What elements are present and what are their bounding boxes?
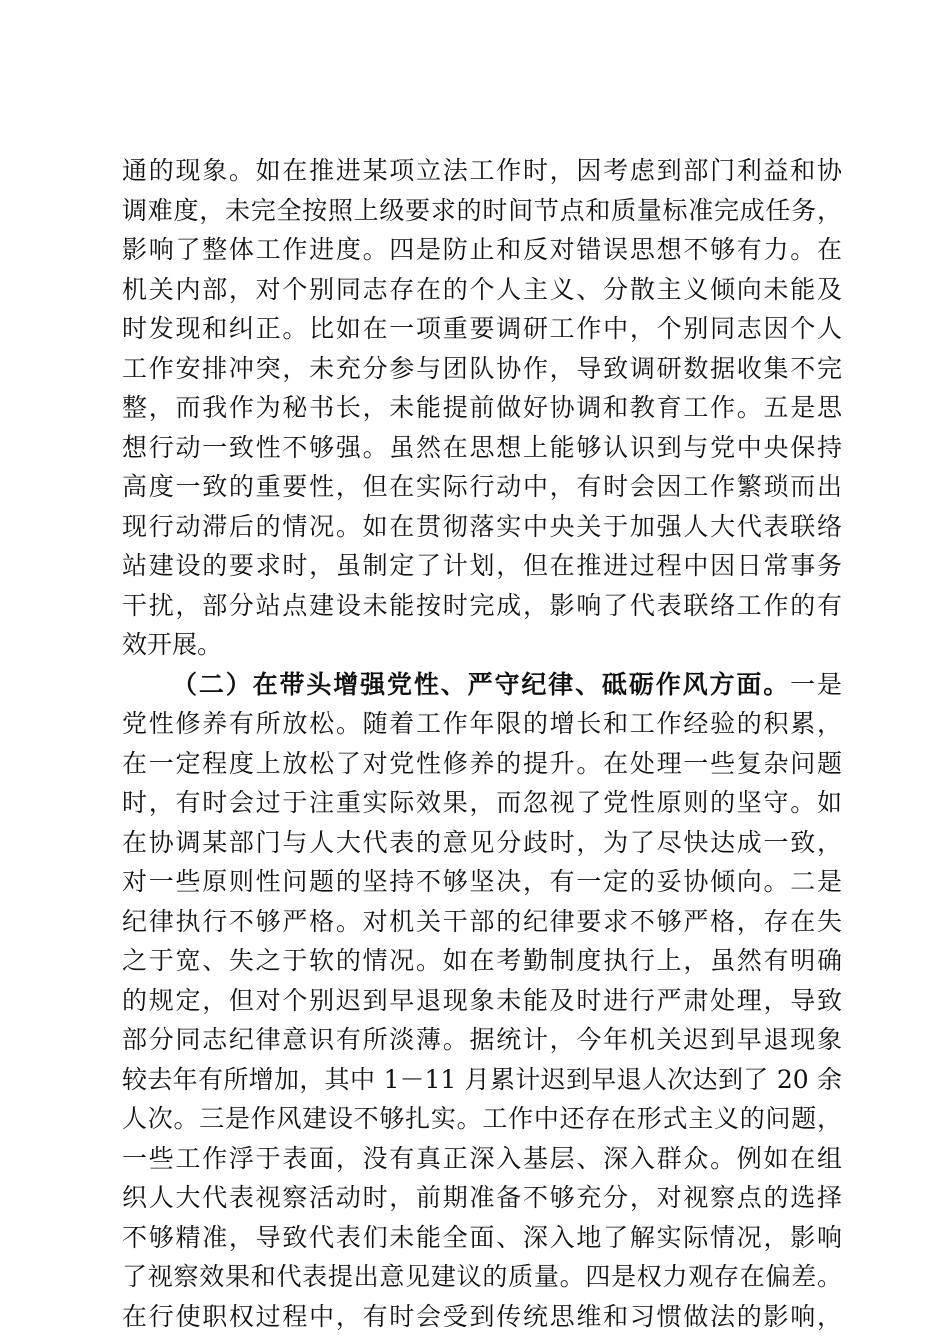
text-line: 纪律执行不够严格。对机关干部的纪律要求不够严格，存在失 — [122, 906, 842, 936]
section-first-line-rest: 一是 — [790, 669, 842, 699]
text-line: 时发现和纠正。比如在一项重要调研工作中，个别同志因个人 — [122, 314, 842, 343]
text-line: 现行动滞后的情况。如在贯彻落实中央关于加强人大代表联络 — [122, 511, 842, 541]
section-heading: （二）在带头增强党性、严守纪律、砥砺作风方面。 — [172, 669, 791, 699]
text-line: 工作安排冲突，未充分参与团队协作，导致调研数据收集不完 — [122, 353, 842, 383]
text-line: 党性修养有所放松。随着工作年限的增长和工作经验的积累， — [122, 709, 842, 738]
text-line: 在行使职权过程中，有时会受到传统思维和习惯做法的影响， — [122, 1301, 842, 1331]
text-line: 不够精准，导致代表们未能全面、深入地了解实际情况，影响 — [122, 1222, 842, 1252]
text-line: 之于宽、失之于软的情况。如在考勤制度执行上，虽然有明确 — [122, 946, 842, 975]
text-line: 较去年有所增加，其中 1－11 月累计迟到早退人次达到了 20 余 — [122, 1064, 842, 1094]
text-line: 影响了整体工作进度。四是防止和反对错误思想不够有力。在 — [122, 235, 842, 264]
text-line: 人次。三是作风建设不够扎实。工作中还存在形式主义的问题， — [122, 1104, 842, 1133]
text-line: 机关内部，对个别同志存在的个人主义、分散主义倾向未能及 — [122, 274, 842, 304]
text-line: 调难度，未完全按照上级要求的时间节点和质量标准完成任务， — [122, 195, 842, 225]
text-line: 想行动一致性不够强。虽然在思想上能够认识到与党中央保持 — [122, 432, 842, 462]
text-line: 在协调某部门与人大代表的意见分歧时，为了尽快达成一致， — [122, 827, 842, 857]
text-line: 高度一致的重要性，但在实际行动中，有时会因工作繁琐而出 — [122, 472, 842, 501]
text-line: 一些工作浮于表面，没有真正深入基层、深入群众。例如在组 — [122, 1143, 842, 1173]
text-line: 效开展。 — [122, 630, 223, 659]
text-line: 了视察效果和代表提出意见建议的质量。四是权力观存在偏差。 — [122, 1262, 842, 1291]
text-line: 织人大代表视察活动时，前期准备不够充分，对视察点的选择 — [122, 1183, 842, 1212]
text-line: 站建设的要求时，虽制定了计划，但在推进过程中因日常事务 — [122, 551, 842, 580]
section-first-line — [122, 665, 842, 705]
text-line: 部分同志纪律意识有所淡薄。据统计，今年机关迟到早退现象 — [122, 1025, 842, 1054]
text-line: 干扰，部分站点建设未能按时完成，影响了代表联络工作的有 — [122, 590, 842, 620]
text-line: 对一些原则性问题的坚持不够坚决，有一定的妥协倾向。二是 — [122, 867, 842, 896]
text-line: 的规定，但对个别迟到早退现象未能及时进行严肃处理，导致 — [122, 985, 842, 1015]
body-text — [122, 151, 842, 1336]
text-line: 时，有时会过于注重实际效果，而忽视了党性原则的坚守。如 — [122, 788, 842, 817]
text-line: 在一定程度上放松了对党性修养的提升。在处理一些复杂问题 — [122, 748, 842, 778]
text-line: 通的现象。如在推进某项立法工作时，因考虑到部门利益和协 — [122, 156, 842, 185]
text-line: 整，而我作为秘书长，未能提前做好协调和教育工作。五是思 — [122, 393, 842, 422]
